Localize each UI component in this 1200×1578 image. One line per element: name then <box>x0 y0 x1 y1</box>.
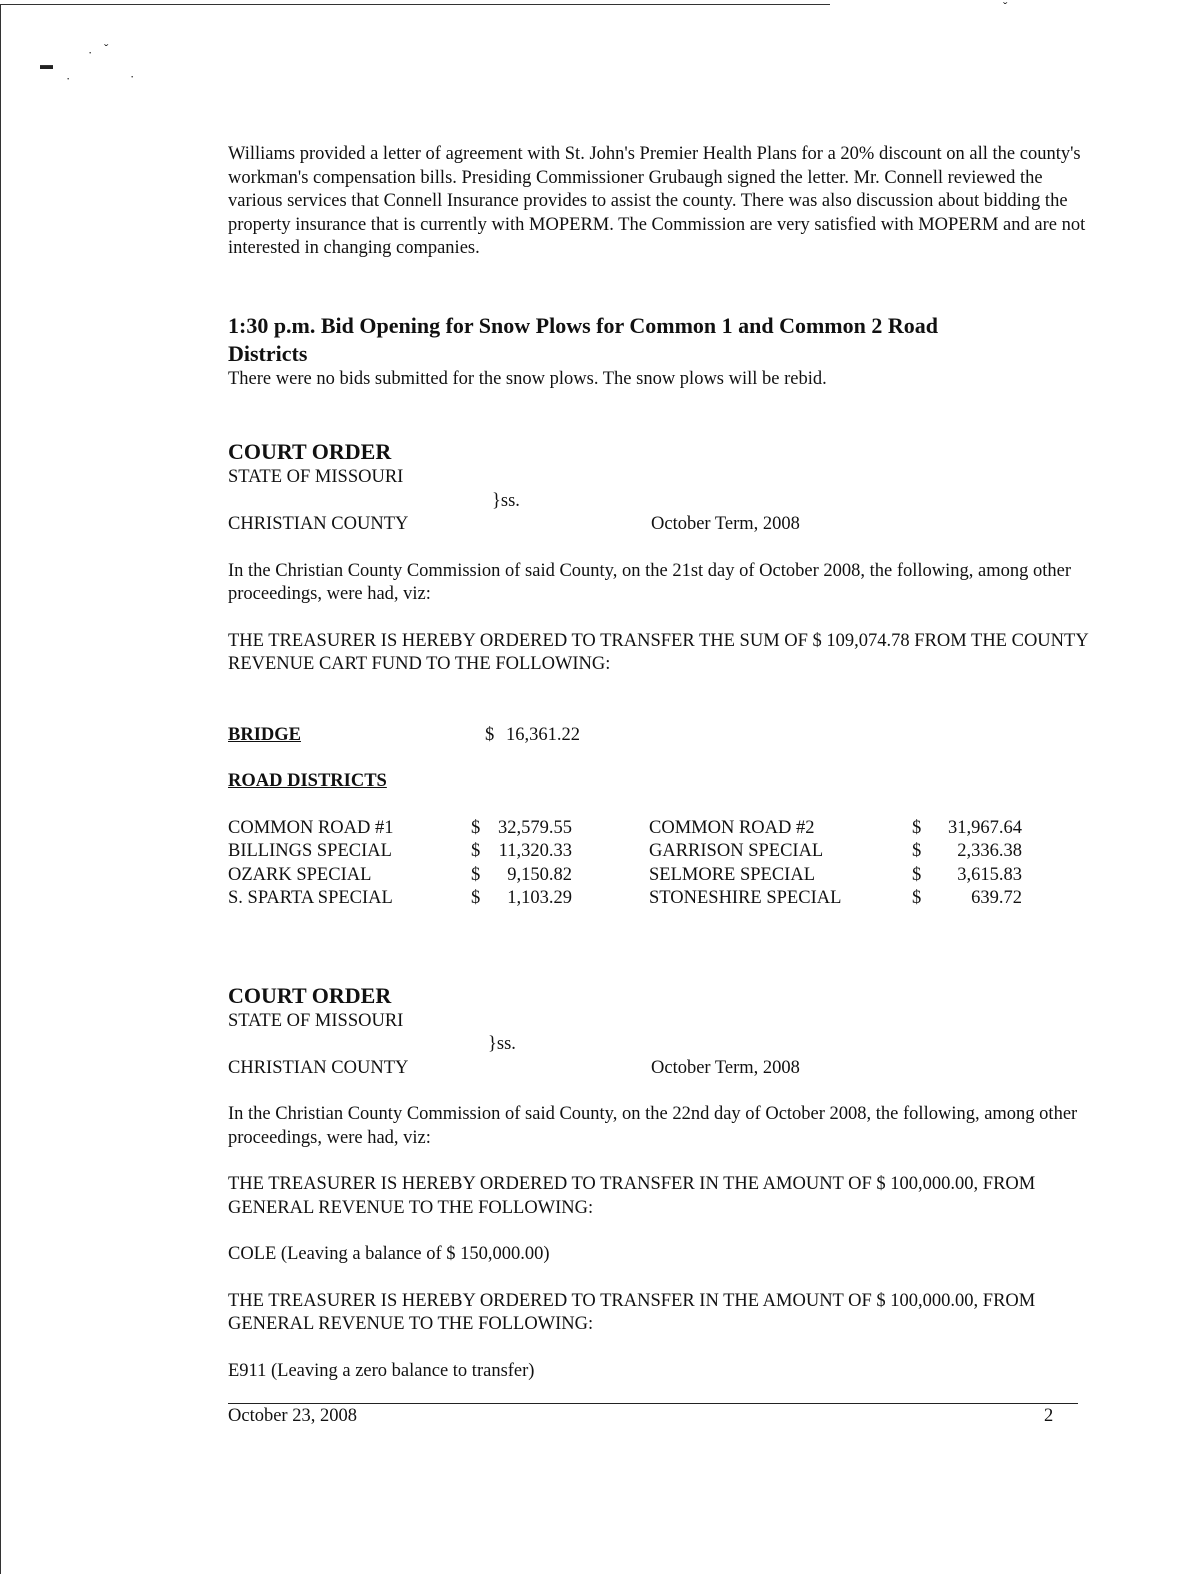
district-currency: $ <box>912 817 922 838</box>
district-name: BILLINGS SPECIAL <box>228 841 392 861</box>
document-body <box>228 143 1088 1383</box>
road-districts-label: ROAD DISTRICTS <box>228 771 387 791</box>
district-name: S. SPARTA SPECIAL <box>228 888 393 908</box>
district-amount: 11,320.33 <box>498 841 572 861</box>
district-amount: 2,336.38 <box>957 841 1022 861</box>
court-order-2-order-2: THE TREASURER IS HEREBY ORDERED TO TRANSFER IN THE AMOUNT OF $ 100,000.00, FROM GENERAL REVENUE TO THE FOLLOWING: <box>228 1290 1036 1334</box>
court-order-1-heading: COURT ORDER <box>228 439 392 464</box>
footer-rule <box>228 1403 1078 1404</box>
district-currency: $ <box>912 841 922 861</box>
court-order-2-recipient-1: COLE (Leaving a balance of $ 150,000.00) <box>228 1244 550 1264</box>
scan-speck: · <box>88 45 93 60</box>
scan-speck: ▬ <box>40 57 53 72</box>
district-amount: 639.72 <box>971 888 1022 908</box>
district-currency: $ <box>471 888 481 908</box>
district-name: COMMON ROAD #1 <box>228 817 394 838</box>
district-amount: 31,967.64 <box>948 817 1022 838</box>
scan-border-top <box>0 4 830 5</box>
district-row <box>228 887 1088 911</box>
district-currency: $ <box>471 841 481 861</box>
court-order-1-ss-row <box>228 490 1088 514</box>
scan-speck: ˇ <box>1003 0 1008 14</box>
ss-mark: }ss. <box>492 490 520 511</box>
intro-paragraph: Williams provided a letter of agreement with St. John's Premier Health Plans for a 20% discount on all the county's workman's compensation bills. Presiding Commissioner Grubaugh signed the letter. Mr. Connell reviewed the various services that Connell Insurance provides to assist the county. There was also discussion about bidding the property insurance that is currently with MOPERM. The Commission are very satisfied with MOPERM and are not interested in changing companies. <box>228 144 1086 258</box>
district-currency: $ <box>471 817 481 838</box>
road-districts-row <box>228 770 1088 794</box>
district-name: GARRISON SPECIAL <box>649 841 824 861</box>
bridge-label: BRIDGE <box>228 724 301 745</box>
scan-speck: · <box>130 69 135 84</box>
road-districts-table <box>228 817 1088 911</box>
district-name: SELMORE SPECIAL <box>649 864 816 885</box>
state-label: STATE OF MISSOURI <box>228 467 404 487</box>
scan-speck: · <box>66 71 71 86</box>
scan-border-left <box>0 4 1 1574</box>
court-order-1-county-row <box>228 513 1088 537</box>
district-row <box>228 817 1088 841</box>
court-order-2-ss-row <box>228 1033 1088 1057</box>
district-currency: $ <box>912 888 922 908</box>
state-label: STATE OF MISSOURI <box>228 1010 404 1031</box>
district-name: COMMON ROAD #2 <box>649 817 815 838</box>
court-order-2-preamble: In the Christian County Commission of said County, on the 22nd day of October 2008, the following, among other proceedings, were had, viz: <box>228 1104 1078 1148</box>
county-label: CHRISTIAN COUNTY <box>228 1057 409 1078</box>
district-amount: 9,150.82 <box>507 864 572 885</box>
district-amount: 1,103.29 <box>507 888 572 908</box>
district-row <box>228 840 1088 864</box>
court-order-2-heading: COURT ORDER <box>228 982 392 1008</box>
district-name: OZARK SPECIAL <box>228 864 372 885</box>
court-order-1-state-row <box>228 466 1088 490</box>
county-label: CHRISTIAN COUNTY <box>228 514 409 534</box>
district-row <box>228 864 1088 888</box>
term-label: October Term, 2008 <box>651 1057 800 1078</box>
footer-date: October 23, 2008 <box>228 1406 357 1426</box>
district-amount: 3,615.83 <box>957 864 1022 885</box>
bid-opening-text: There were no bids submitted for the snow plows. The snow plows will be rebid. <box>228 368 827 389</box>
ss-mark: }ss. <box>488 1034 516 1054</box>
bridge-currency: $ <box>485 724 495 745</box>
bridge-amount: 16,361.22 <box>506 724 580 745</box>
court-order-2-recipient-2: E911 (Leaving a zero balance to transfer) <box>228 1360 535 1381</box>
district-amount: 32,579.55 <box>498 817 572 838</box>
scan-speck: ˇ <box>104 41 109 56</box>
bridge-row <box>228 724 1088 748</box>
bid-opening-heading: 1:30 p.m. Bid Opening for Snow Plows for Common 1 and Common 2 Road Districts <box>228 312 938 366</box>
court-order-2-county-row <box>228 1057 1088 1081</box>
district-name: STONESHIRE SPECIAL <box>649 888 842 908</box>
court-order-1-order: THE TREASURER IS HEREBY ORDERED TO TRANSFER THE SUM OF $ 109,074.78 FROM THE COUNTY REVENUE CART FUND TO THE FOLLOWING: <box>228 630 1088 674</box>
page-number: 2 <box>1044 1406 1054 1426</box>
court-order-1-preamble: In the Christian County Commission of said County, on the 21st day of October 2008, the following, among other proceedings, were had, viz: <box>228 560 1072 604</box>
district-currency: $ <box>912 864 922 885</box>
district-currency: $ <box>471 864 481 885</box>
court-order-2-state-row <box>228 1010 1088 1034</box>
term-label: October Term, 2008 <box>651 514 800 534</box>
court-order-2-order-1: THE TREASURER IS HEREBY ORDERED TO TRANSFER IN THE AMOUNT OF $ 100,000.00, FROM GENERAL REVENUE TO THE FOLLOWING: <box>228 1174 1036 1218</box>
